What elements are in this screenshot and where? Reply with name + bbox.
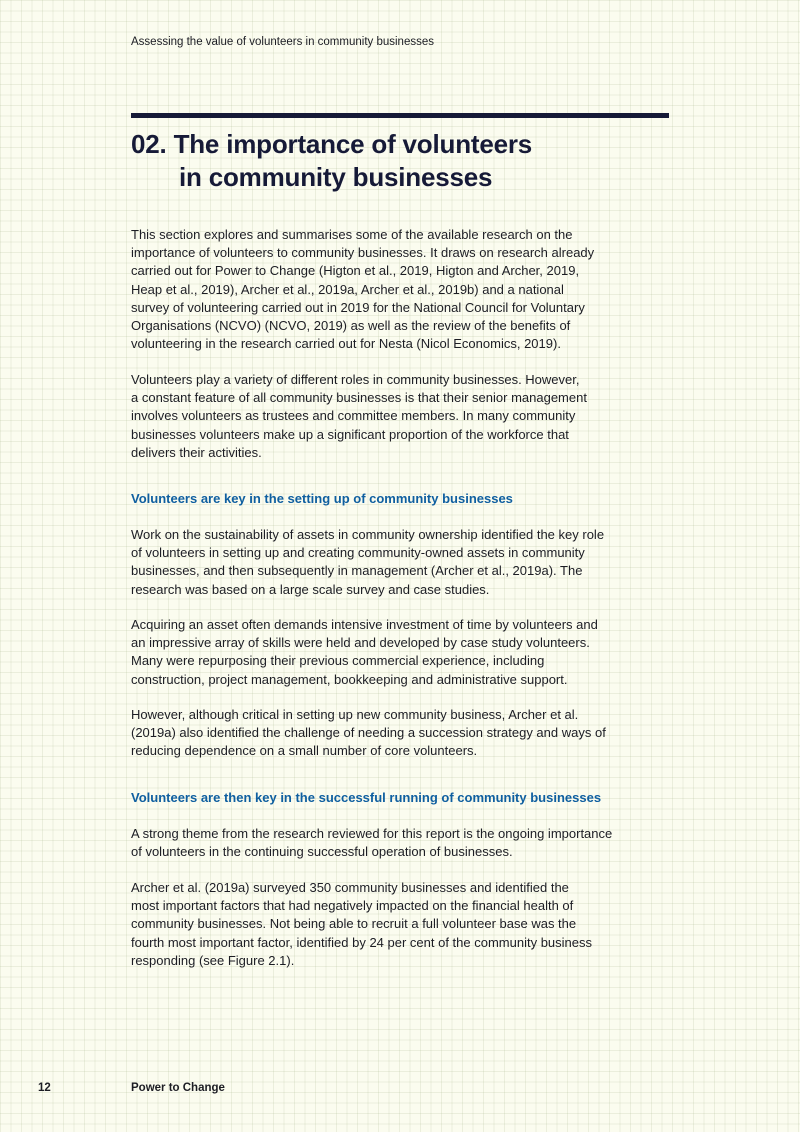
text-line: Archer et al. (2019a) surveyed 350 community businesses and identified the (131, 880, 569, 895)
text-line: Many were repurposing their previous commercial experience, including (131, 653, 545, 669)
section-title-line: 02. The importance of volunteers (131, 129, 533, 159)
paragraph-succession (131, 706, 606, 761)
subheading-setting-up: Volunteers are key in the setting up of community businesses (131, 491, 513, 506)
text-line: most important factors that had negatively impacted on the financial health of (131, 898, 574, 914)
text-line: research was based on a large scale survey and case studies. (131, 581, 490, 597)
page-number: 12 (38, 1082, 51, 1094)
running-header: Assessing the value of volunteers in community businesses (131, 36, 434, 48)
text-line: involves volunteers as trustees and committee members. In many community (131, 408, 576, 424)
section-title-line: in community businesses (179, 162, 493, 192)
text-line: This section explores and summarises some of the available research on the (131, 227, 573, 242)
text-line: Work on the sustainability of assets in community ownership identified the key role (131, 527, 605, 542)
text-line: businesses volunteers make up a significant proportion of the workforce that (131, 426, 569, 442)
text-line: businesses, and then subsequently in management (Archer et al., 2019a). The (131, 563, 583, 579)
text-line: carried out for Power to Change (Higton et al., 2019, Higton and Archer, 2019, (131, 263, 580, 279)
section-title (131, 128, 532, 194)
paragraph-sustainability (131, 526, 604, 599)
text-line: an impressive array of skills were held and developed by case study volunteers. (131, 635, 590, 651)
text-line: delivers their activities. (131, 444, 262, 460)
text-line: Acquiring an asset often demands intensive investment of time by volunteers and (131, 617, 598, 632)
text-line: responding (see Figure 2.1). (131, 952, 295, 968)
text-line: survey of volunteering carried out in 2019 for the National Council for Voluntary (131, 299, 585, 315)
text-line: Heap et al., 2019), Archer et al., 2019a, Archer et al., 2019b) and a national (131, 281, 564, 297)
text-line: However, although critical in setting up new community business, Archer et al. (131, 707, 579, 722)
text-line: importance of volunteers to community businesses. It draws on research already (131, 245, 595, 261)
text-line: Volunteers play a variety of different roles in community businesses. However, (131, 372, 580, 387)
paragraph-survey (131, 879, 592, 970)
text-line: fourth most important factor, identified by 24 per cent of the community business (131, 934, 593, 950)
text-line: construction, project management, bookkeeping and administrative support. (131, 671, 568, 687)
text-line: of volunteers in the continuing successful operation of businesses. (131, 844, 513, 860)
text-line: volunteering in the research carried out for Nesta (Nicol Economics, 2019). (131, 336, 561, 352)
footer-brand: Power to Change (131, 1082, 225, 1094)
paragraph-acquiring-asset (131, 616, 598, 689)
text-line: A strong theme from the research reviewed for this report is the ongoing importance (131, 826, 613, 841)
text-line: a constant feature of all community businesses is that their senior management (131, 390, 587, 406)
text-line: reducing dependence on a small number of core volunteers. (131, 743, 478, 759)
title-rule (131, 113, 669, 118)
subheading-running: Volunteers are then key in the successful running of community businesses (131, 790, 602, 805)
text-line: (2019a) also identified the challenge of needing a succession strategy and ways of (131, 725, 606, 741)
paragraph-ongoing-importance (131, 825, 612, 861)
paragraph-roles (131, 371, 587, 462)
text-line: of volunteers in setting up and creating community-owned assets in community (131, 545, 585, 561)
text-line: Organisations (NCVO) (NCVO, 2019) as well as the review of the benefits of (131, 318, 571, 334)
paragraph-intro (131, 226, 594, 353)
text-line: community businesses. Not being able to recruit a full volunteer base was the (131, 916, 577, 932)
